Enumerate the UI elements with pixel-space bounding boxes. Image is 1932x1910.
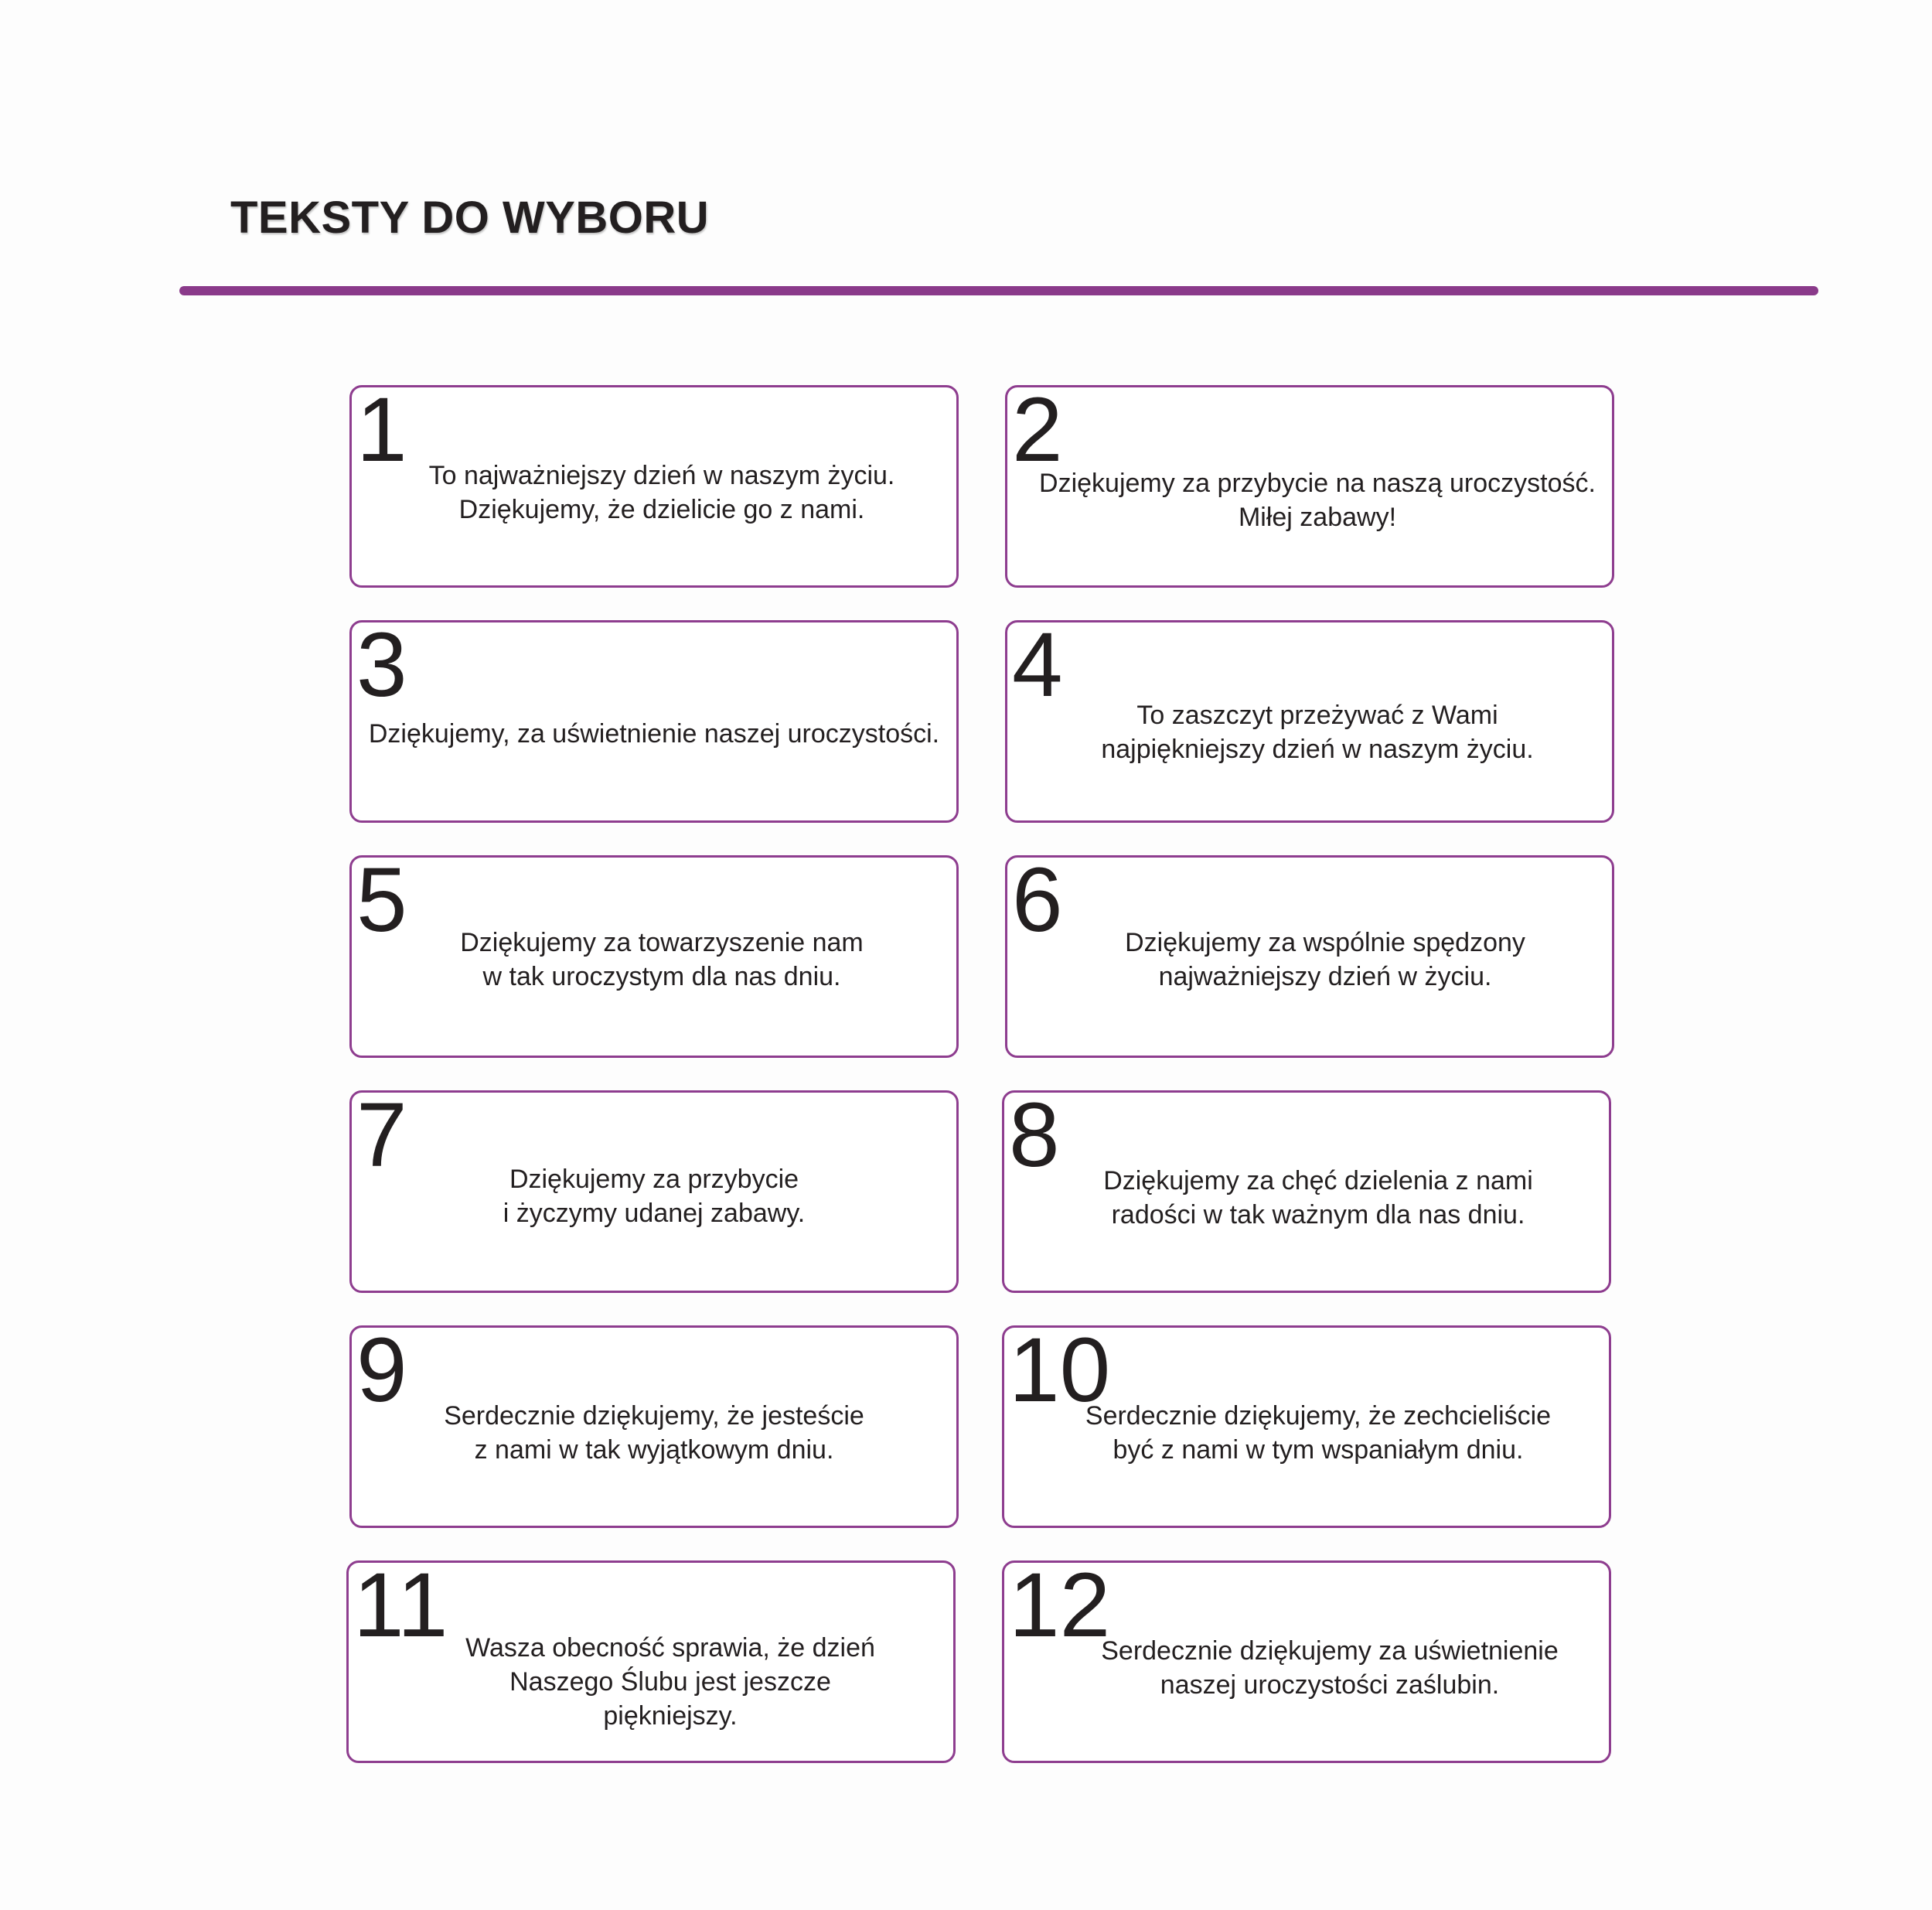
card-text: To zaszczyt przeżywać z Wami najpiękniejszy dzień w naszym życiu. [1101,701,1534,764]
card-text: Dziękujemy, za uświetnienie naszej uroczystości. [368,719,940,749]
card-number: 6 [1012,849,1063,951]
card-number: 5 [356,849,407,951]
card-number: 12 [1009,1554,1111,1656]
card-number: 2 [1012,379,1063,481]
card-number: 4 [1012,614,1063,716]
text-option-card[interactable] [1002,1084,1611,1293]
card-text: Dziękujemy za towarzyszenie nam w tak uroczystym dla nas dniu. [460,928,864,991]
card-text: To najważniejszy dzień w naszym życiu. Dziękujemy, że dzielicie go z nami. [428,461,895,524]
text-option-card[interactable] [349,1319,959,1528]
card-text: Dziękujemy za wspólnie spędzony najważniejszy dzień w życiu. [1125,928,1525,991]
card-number: 11 [353,1554,448,1656]
card-number: 7 [356,1084,407,1186]
card-number: 3 [356,614,407,716]
card-number: 9 [356,1319,407,1421]
text-option-card[interactable] [1002,1554,1611,1763]
card-text: Serdecznie dziękujemy za uświetnienie naszej uroczystości zaślubin. [1101,1636,1559,1700]
card-number: 8 [1009,1084,1060,1186]
text-option-card[interactable] [1005,614,1614,823]
text-option-card[interactable] [1005,849,1614,1058]
text-option-card[interactable] [349,379,959,588]
card-number: 1 [356,379,407,481]
text-option-card[interactable] [349,614,959,823]
text-option-card[interactable] [349,849,959,1058]
card-text: Serdecznie dziękujemy, że jesteście z nami w tak wyjątkowym dniu. [444,1401,864,1465]
card-text: Wasza obecność sprawia, że dzień Naszego Ślubu jest jeszcze piękniejszy. [465,1633,875,1731]
text-option-card[interactable] [346,1554,956,1763]
card-text: Dziękujemy za chęć dzielenia z nami radości w tak ważnym dla nas dniu. [1103,1166,1533,1230]
card-number: 10 [1009,1319,1111,1421]
card-text: Dziękujemy za przybycie i życzymy udanej zabawy. [503,1165,806,1228]
text-option-card[interactable] [1002,1319,1611,1528]
text-option-card[interactable] [349,1084,959,1293]
text-option-card[interactable] [1005,379,1614,588]
card-text: Serdecznie dziękujemy, że zechcieliście być z nami w tym wspaniałym dniu. [1085,1401,1552,1465]
page-title: TEKSTY DO WYBORU [230,193,710,243]
card-text: Dziękujemy za przybycie na naszą uroczystość. Miłej zabawy! [1039,469,1596,532]
